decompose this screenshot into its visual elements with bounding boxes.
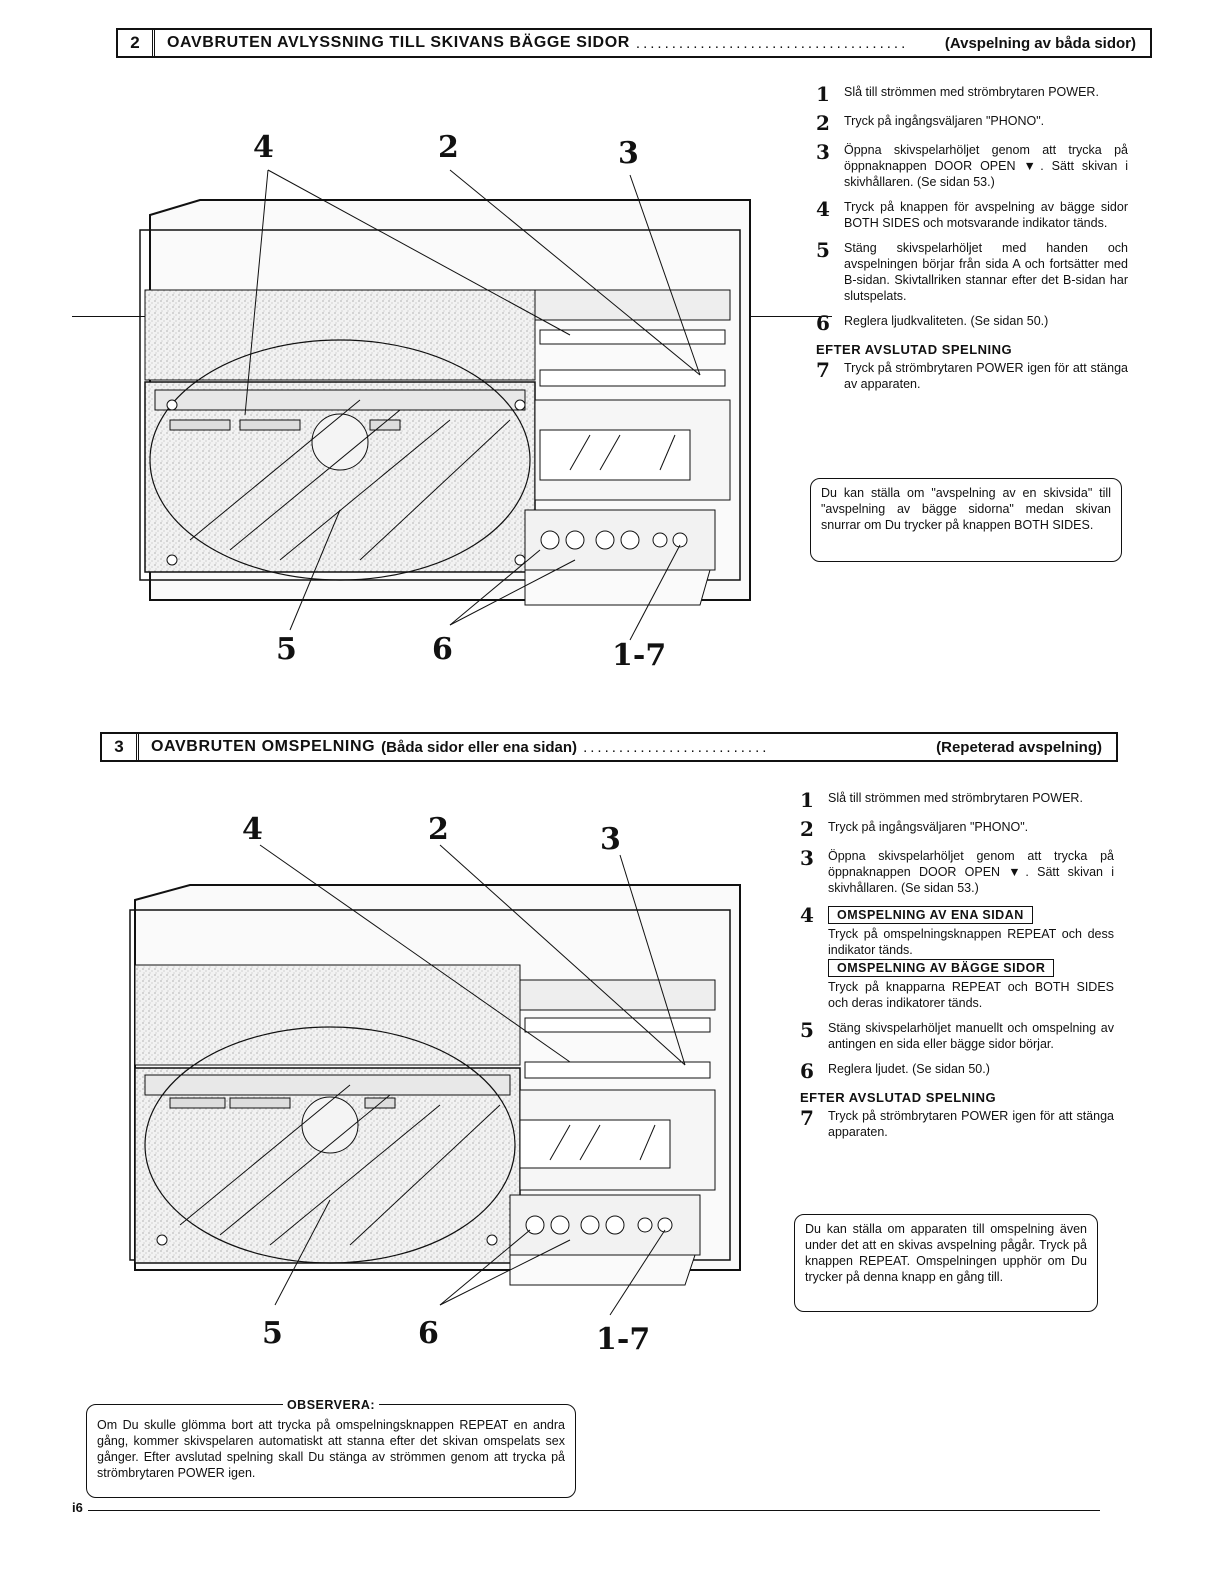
step-1 bbox=[816, 84, 1128, 104]
step-text: Tryck på ingångsväljaren "PHONO". bbox=[828, 820, 1029, 834]
page-number: i6 bbox=[72, 1500, 83, 1515]
step-number: 3 bbox=[816, 140, 830, 164]
section-3-instructions bbox=[800, 790, 1114, 1149]
step-text: Tryck på strömbrytaren POWER igen för att stänga apparaten. bbox=[828, 1109, 1114, 1139]
section-2-instructions bbox=[816, 84, 1128, 401]
callout-4: 4 bbox=[242, 812, 263, 847]
step-number: 7 bbox=[800, 1106, 814, 1130]
step-text: Tryck på ingångsväljaren "PHONO". bbox=[844, 114, 1045, 128]
callout-1-7: 1-7 bbox=[612, 638, 667, 673]
step-number: 1 bbox=[800, 788, 814, 812]
step-text: Tryck på strömbrytaren POWER igen för att stänga av apparaten. bbox=[844, 361, 1128, 391]
step-text: Stäng skivspelarhöljet manuellt och omspelning av antingen en sida eller bägge sidor börjar. bbox=[828, 1021, 1114, 1051]
step-text: Tryck på knappen för avspelning av bägge sidor BOTH SIDES och motsvarande indikator tänds. bbox=[844, 200, 1128, 230]
step-number: 6 bbox=[800, 1059, 814, 1083]
step-number: 5 bbox=[800, 1018, 814, 1042]
callout-2: 2 bbox=[438, 130, 459, 165]
footer-rule bbox=[88, 1510, 1100, 1511]
stereo-illustration-section-2 bbox=[100, 120, 800, 690]
section-2-note: Du kan ställa om "avspelning av en skivsida" till "avspelning av bägge sidorna" medan skivan snurrar om Du trycker på knappen BOTH SIDES. bbox=[810, 478, 1122, 562]
section-title: OAVBRUTEN OMSPELNING bbox=[151, 738, 376, 755]
observera-title-wrap bbox=[87, 1397, 575, 1413]
section-mode-label: (Avspelning av båda sidor) bbox=[944, 34, 1136, 52]
step-number: 7 bbox=[816, 358, 830, 382]
repeat-one-side-text: Tryck på omspelningsknappen REPEAT och dess indikator tänds. bbox=[828, 927, 1114, 957]
section-title: OAVBRUTEN AVLYSSNING TILL SKIVANS BÄGGE SIDOR bbox=[167, 34, 630, 51]
repeat-both-sides-heading: OMSPELNING AV BÄGGE SIDOR bbox=[828, 959, 1054, 977]
callout-6: 6 bbox=[432, 632, 453, 667]
step-2 bbox=[816, 113, 1128, 133]
section-2-header bbox=[116, 28, 1152, 58]
callout-3: 3 bbox=[618, 136, 639, 171]
callout-2: 2 bbox=[428, 812, 449, 847]
section-mode-label: (Repeterad avspelning) bbox=[936, 738, 1102, 756]
step-7 bbox=[800, 1108, 1114, 1140]
stereo-illustration-section-3 bbox=[100, 800, 800, 1360]
step-number: 5 bbox=[816, 238, 830, 262]
step-7 bbox=[816, 360, 1128, 392]
step-1 bbox=[800, 790, 1114, 810]
step-text: Öppna skivspelarhöljet genom att trycka på öppnaknappen DOOR OPEN ▼. Sätt skivan i skivhållaren. (Se sidan 53.) bbox=[844, 143, 1128, 189]
step-number: 2 bbox=[800, 817, 814, 841]
step-6 bbox=[800, 1061, 1114, 1081]
callout-6: 6 bbox=[418, 1316, 439, 1351]
section-3-header bbox=[100, 732, 1118, 762]
leader-dots: ...................................... bbox=[635, 34, 909, 52]
repeat-one-side-heading: OMSPELNING AV ENA SIDAN bbox=[828, 906, 1033, 924]
step-text: Stäng skivspelarhöljet med handen och avspelningen börjar från sida A och fortsätter med B-sidan. Skivtallriken stannar efter det B-sidan har slutspelats. bbox=[844, 241, 1128, 303]
callout-1-7: 1-7 bbox=[596, 1322, 651, 1357]
step-5 bbox=[816, 240, 1128, 304]
step-2 bbox=[800, 819, 1114, 839]
callout-5: 5 bbox=[276, 632, 297, 667]
step-number: 4 bbox=[800, 903, 814, 927]
step-6 bbox=[816, 313, 1128, 333]
step-text: Reglera ljudet. (Se sidan 50.) bbox=[828, 1062, 990, 1076]
step-number: 2 bbox=[816, 111, 830, 135]
step-number: 3 bbox=[800, 846, 814, 870]
after-playback-heading: EFTER AVSLUTAD SPELNING bbox=[800, 1090, 997, 1105]
step-text bbox=[828, 905, 1114, 1011]
step-text: Öppna skivspelarhöljet genom att trycka på öppnaknappen DOOR OPEN ▼. Sätt skivan i skivhållaren. (Se sidan 53.) bbox=[828, 849, 1114, 895]
step-5 bbox=[800, 1020, 1114, 1052]
observera-note bbox=[86, 1398, 576, 1498]
step-text: Slå till strömmen med strömbrytaren POWER. bbox=[844, 85, 1099, 99]
step-text: Reglera ljudkvaliteten. (Se sidan 50.) bbox=[844, 314, 1049, 328]
leader-dots: .......................... bbox=[583, 738, 770, 756]
step-number: 6 bbox=[816, 311, 830, 335]
step-3 bbox=[816, 142, 1128, 190]
section-subtitle: (Båda sidor eller ena sidan) bbox=[381, 738, 578, 756]
step-4 bbox=[816, 199, 1128, 231]
step-number: 4 bbox=[816, 197, 830, 221]
step-3 bbox=[800, 848, 1114, 896]
callout-4: 4 bbox=[253, 130, 274, 165]
section-number: 3 bbox=[102, 734, 139, 760]
callout-5: 5 bbox=[262, 1316, 283, 1351]
section-3-note: Du kan ställa om apparaten till omspelning även under det att en skivas avspelning pågår. Tryck på knappen REPEAT. Omspelningen upphör om Du trycker på denna knapp en gång till. bbox=[794, 1214, 1098, 1312]
section-number: 2 bbox=[118, 30, 155, 56]
repeat-both-sides-text: Tryck på knapparna REPEAT och BOTH SIDES och deras indikatorer tänds. bbox=[828, 980, 1114, 1010]
step-text: Slå till strömmen med strömbrytaren POWER. bbox=[828, 791, 1083, 805]
step-4 bbox=[800, 905, 1114, 1011]
step-number: 1 bbox=[816, 82, 830, 106]
after-playback-heading: EFTER AVSLUTAD SPELNING bbox=[816, 342, 1013, 357]
observera-title: OBSERVERA: bbox=[283, 1398, 379, 1412]
observera-text: Om Du skulle glömma bort att trycka på omspelningsknappen REPEAT en andra gång, kommer skivspelaren automatiskt att stanna efter det skivan omspelats sex gånger. Efter avslutad spelning skall Du stänga av strömmen genom att trycka på strömbrytaren POWER igen. bbox=[97, 1418, 565, 1480]
callout-3: 3 bbox=[600, 822, 621, 857]
